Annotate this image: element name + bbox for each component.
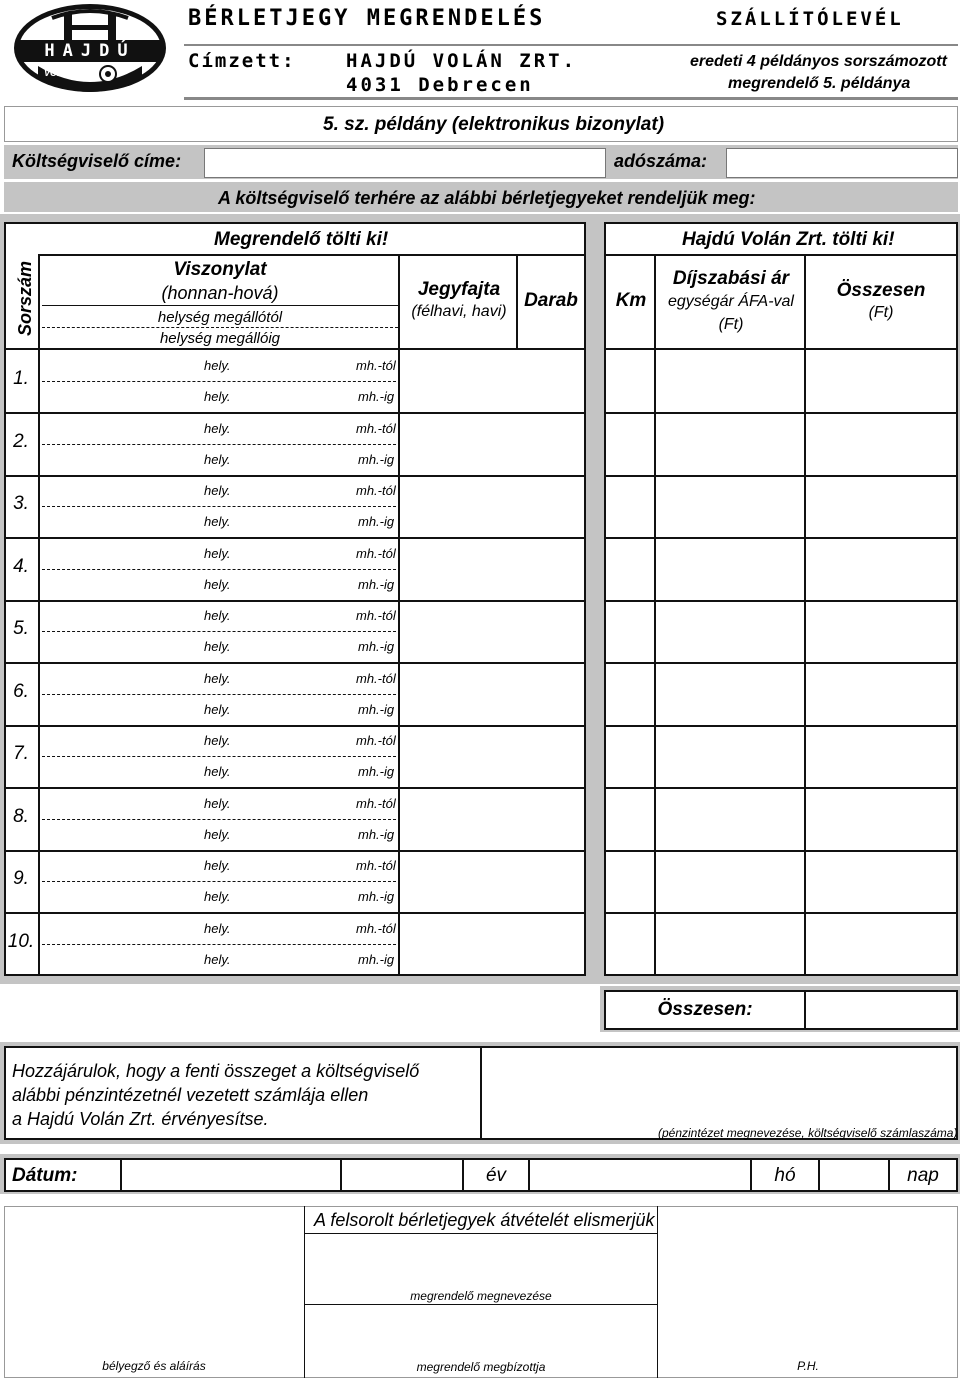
date-div-4: [528, 1158, 530, 1192]
row-type-qty-field[interactable]: [402, 602, 582, 660]
row-price-field[interactable]: [658, 602, 802, 660]
recipient-name: HAJDÚ VOLÁN ZRT.: [346, 50, 578, 72]
payer-address-field[interactable]: [204, 148, 606, 178]
row-from-stop-label: mh.-tól: [356, 733, 396, 748]
col-route-3: helység megállótól: [157, 309, 283, 326]
tax-number-label: adószáma:: [614, 151, 708, 171]
row-to-place-label: hely.: [204, 389, 231, 404]
row-from-stop-label: mh.-tól: [356, 796, 396, 811]
col-route-1: Viszonylat: [173, 259, 267, 280]
row-number: 2.: [13, 431, 29, 452]
row-to-place-label: hely.: [204, 514, 231, 529]
vline-price: [804, 254, 806, 974]
date-month-label: hó: [774, 1165, 796, 1186]
row-separator-left: [4, 912, 584, 914]
row-number: 3.: [13, 493, 29, 514]
stamp-sign-label: bélyegző és aláírás: [102, 1359, 206, 1373]
header-bottom-left: [4, 348, 584, 350]
col-sorszam: Sorszám: [15, 260, 36, 337]
row-from-stop-label: mh.-tól: [356, 858, 396, 873]
row-route-field[interactable]: [42, 790, 396, 848]
row-to-place-label: hely.: [204, 889, 231, 904]
row-to-place-label: hely.: [204, 702, 231, 717]
date-day-field[interactable]: [822, 1161, 886, 1189]
row-route-field[interactable]: [42, 352, 396, 410]
vline-km: [654, 254, 656, 974]
row-separator-left: [4, 537, 584, 539]
bank-caption: (pénzintézet megnevezése, költségviselő számlaszáma): [658, 1126, 958, 1140]
date-year-field[interactable]: [344, 1161, 460, 1189]
consent-line-3: a Hajdú Volán Zrt. érvényesítse.: [12, 1109, 269, 1129]
logo-text: HAJDÚ: [44, 41, 136, 61]
col-total-1: Összesen: [836, 280, 926, 301]
row-from-place-label: hely.: [204, 421, 231, 436]
row-total-field[interactable]: [808, 727, 954, 785]
date-year-label: év: [485, 1165, 507, 1186]
row-route-field[interactable]: [42, 727, 396, 785]
row-from-place-label: hely.: [204, 858, 231, 873]
date-div-1: [120, 1158, 122, 1192]
row-type-qty-field[interactable]: [402, 727, 582, 785]
row-from-place-label: hely.: [204, 796, 231, 811]
row-to-place-label: hely.: [204, 577, 231, 592]
row-number: 1.: [13, 368, 29, 389]
route-dash: [42, 327, 398, 328]
row-from-place-label: hely.: [204, 733, 231, 748]
col-route-2: (honnan-hová): [161, 283, 279, 303]
order-intro: A költségviselő terhére az alábbi bérletjegyeket rendeljük meg:: [218, 188, 756, 208]
row-total-field[interactable]: [808, 790, 954, 848]
receipt-rule-2: [304, 1304, 658, 1305]
row-price-field[interactable]: [658, 477, 802, 535]
recipient-address: 4031 Debrecen: [346, 74, 534, 96]
sum-value-field[interactable]: [808, 993, 954, 1027]
row-to-stop-label: mh.-ig: [358, 639, 395, 654]
row-from-place-label: hely.: [204, 358, 231, 373]
row-to-stop-label: mh.-ig: [358, 702, 395, 717]
row-to-stop-label: mh.-ig: [358, 514, 395, 529]
volan-fills-label: Hajdú Volán Zrt. tölti ki!: [682, 229, 895, 250]
row-route-field[interactable]: [42, 477, 396, 535]
row-number: 10.: [7, 931, 35, 952]
row-to-place-label: hely.: [204, 952, 231, 967]
row-from-stop-label: mh.-tól: [356, 358, 396, 373]
row-total-field[interactable]: [808, 602, 954, 660]
row-to-place-label: hely.: [204, 452, 231, 467]
header-underline: [184, 44, 958, 46]
form-title: BÉRLETJEGY MEGRENDELÉS: [188, 6, 546, 31]
date-label: Dátum:: [12, 1165, 78, 1186]
row-number: 5.: [13, 618, 29, 639]
orderer-rep-field[interactable]: [308, 1308, 654, 1356]
row-number: 4.: [13, 556, 29, 577]
row-to-stop-label: mh.-ig: [358, 952, 395, 967]
ph-label: P.H.: [797, 1359, 819, 1373]
row-type-qty-field[interactable]: [402, 915, 582, 973]
row-number: 9.: [13, 868, 29, 889]
row-price-field[interactable]: [658, 665, 802, 723]
row-total-field[interactable]: [808, 540, 954, 598]
row-number: 7.: [13, 743, 29, 764]
row-number: 6.: [13, 681, 29, 702]
date-div-2: [340, 1158, 342, 1192]
consent-line-1: Hozzájárulok, hogy a fenti összeget a költségviselő: [12, 1061, 420, 1081]
row-total-field[interactable]: [808, 477, 954, 535]
payer-address-label: Költségviselő címe:: [12, 151, 182, 171]
row-type-qty-field[interactable]: [402, 415, 582, 473]
row-separator-left: [4, 662, 584, 664]
row-total-field[interactable]: [808, 352, 954, 410]
row-separator-right: [604, 662, 956, 664]
bank-account-field[interactable]: [486, 1050, 954, 1120]
row-to-stop-label: mh.-ig: [358, 889, 395, 904]
stamp-sign-field[interactable]: [8, 1236, 300, 1356]
orderer-fills-label: Megrendelő tölti ki!: [214, 229, 389, 250]
row-number: 8.: [13, 806, 29, 827]
row-route-field[interactable]: [42, 915, 396, 973]
row-to-stop-label: mh.-ig: [358, 827, 395, 842]
row-price-field[interactable]: [658, 790, 802, 848]
copy-note-1: eredeti 4 példányos sorszámozott: [690, 53, 947, 70]
row-price-field[interactable]: [658, 352, 802, 410]
route-sep: [42, 305, 398, 306]
header-rule-left: [40, 254, 584, 256]
row-to-place-label: hely.: [204, 827, 231, 842]
row-total-field[interactable]: [808, 852, 954, 910]
orderer-name-field[interactable]: [308, 1236, 654, 1286]
document-type: SZÁLLÍTÓLEVÉL: [716, 8, 904, 30]
date-month-field[interactable]: [532, 1161, 748, 1189]
row-route-field[interactable]: [42, 540, 396, 598]
row-to-stop-label: mh.-ig: [358, 389, 395, 404]
col-type-1: Jegyfajta: [417, 279, 501, 300]
row-from-place-label: hely.: [204, 671, 231, 686]
row-from-stop-label: mh.-tól: [356, 671, 396, 686]
row-from-stop-label: mh.-tól: [356, 421, 396, 436]
consent-divider: [480, 1046, 482, 1140]
row-to-place-label: hely.: [204, 639, 231, 654]
copy-banner-text: 5. sz. példány (elektronikus bizonylat): [323, 114, 665, 135]
col-total-2: (Ft): [868, 304, 894, 321]
vline-route: [398, 254, 400, 974]
row-price-field[interactable]: [658, 415, 802, 473]
row-separator-left: [4, 787, 584, 789]
col-route-4: helység megállóig: [159, 330, 281, 347]
row-separator-left: [4, 412, 584, 414]
col-price-3: (Ft): [718, 316, 744, 333]
header-rule-right: [606, 254, 956, 256]
row-route-field[interactable]: [42, 415, 396, 473]
row-route-field[interactable]: [42, 665, 396, 723]
tax-number-field[interactable]: [726, 148, 958, 178]
row-type-qty-field[interactable]: [402, 852, 582, 910]
receipt-rule-1: [304, 1233, 658, 1234]
row-total-field[interactable]: [808, 665, 954, 723]
row-type-qty-field[interactable]: [402, 352, 582, 410]
date-div-6: [818, 1158, 820, 1192]
row-price-field[interactable]: [658, 727, 802, 785]
col-price-2: egységár ÁFA-val: [668, 293, 794, 310]
receipt-title: A felsorolt bérletjegyek átvételét elismerjük: [314, 1210, 655, 1230]
row-price-field[interactable]: [658, 915, 802, 973]
row-type-qty-field[interactable]: [402, 665, 582, 723]
orderer-name-label: megrendelő megnevezése: [410, 1289, 552, 1303]
row-to-stop-label: mh.-ig: [358, 577, 395, 592]
row-price-field[interactable]: [658, 540, 802, 598]
vline-sorszam: [38, 254, 40, 974]
row-route-field[interactable]: [42, 602, 396, 660]
row-to-stop-label: mh.-ig: [358, 452, 395, 467]
sum-divider: [804, 990, 806, 1030]
row-type-qty-field[interactable]: [402, 540, 582, 598]
orderer-rep-label: megrendelő megbízottja: [416, 1360, 546, 1374]
row-from-stop-label: mh.-tól: [356, 921, 396, 936]
col-km: Km: [615, 290, 647, 311]
row-separator-right: [604, 912, 956, 914]
row-from-place-label: hely.: [204, 483, 231, 498]
row-total-field[interactable]: [808, 415, 954, 473]
row-from-place-label: hely.: [204, 921, 231, 936]
col-qty: Darab: [524, 290, 578, 311]
row-from-stop-label: mh.-tól: [356, 608, 396, 623]
col-price-1: Díjszabási ár: [672, 268, 790, 289]
row-to-stop-label: mh.-ig: [358, 764, 395, 779]
col-type-2: (félhavi, havi): [411, 303, 507, 320]
row-type-qty-field[interactable]: [402, 790, 582, 848]
row-from-stop-label: mh.-tól: [356, 546, 396, 561]
header-bottom-right: [604, 348, 956, 350]
sum-label: Összesen:: [657, 999, 753, 1020]
row-separator-right: [604, 787, 956, 789]
vline-type: [516, 254, 518, 350]
row-from-stop-label: mh.-tól: [356, 483, 396, 498]
logo-subtext: VOLÁN: [44, 68, 76, 78]
date-day-label: nap: [907, 1165, 939, 1186]
header-underline-2: [184, 97, 958, 100]
row-price-field[interactable]: [658, 852, 802, 910]
row-to-place-label: hely.: [204, 764, 231, 779]
row-from-place-label: hely.: [204, 546, 231, 561]
row-from-place-label: hely.: [204, 608, 231, 623]
row-separator-right: [604, 537, 956, 539]
row-separator-right: [604, 412, 956, 414]
copy-note-2: megrendelő 5. példánya: [728, 75, 911, 92]
row-total-field[interactable]: [808, 915, 954, 973]
consent-line-2: alábbi pénzintézetnél vezetett számlája ellen: [12, 1085, 369, 1105]
recipient-label: Címzett:: [188, 50, 296, 72]
row-route-field[interactable]: [42, 852, 396, 910]
company-logo: [12, 2, 168, 94]
row-type-qty-field[interactable]: [402, 477, 582, 535]
